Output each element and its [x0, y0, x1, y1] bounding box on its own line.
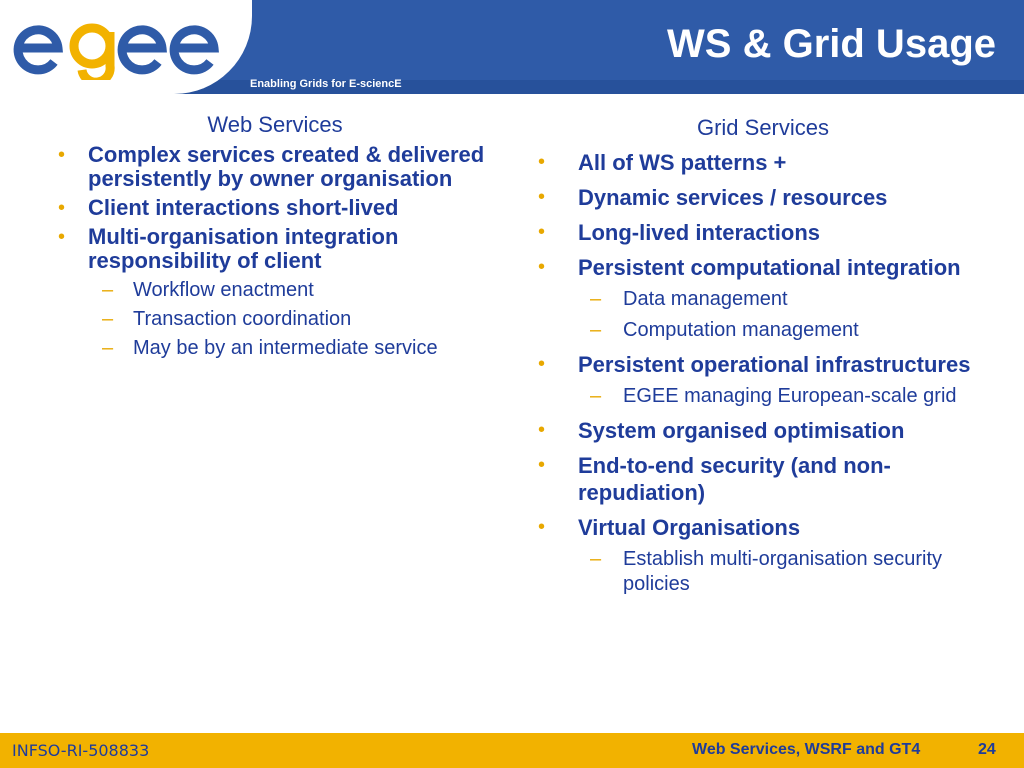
dash-icon: – [102, 308, 114, 330]
bullet-icon: • [538, 256, 546, 278]
sub-item-text: May be by an intermediate service [133, 337, 438, 359]
sub-item-text: Computation management [623, 319, 859, 341]
list-item-text: Persistent computational integration [578, 255, 961, 280]
list-item-text: Long-lived interactions [578, 220, 821, 245]
list-item [528, 254, 998, 343]
bullet-icon: • [538, 454, 546, 476]
bullet-icon: • [58, 144, 66, 166]
sub-item [40, 308, 500, 331]
grid-services-column [528, 115, 998, 597]
dash-icon: – [102, 279, 114, 301]
bullet-icon: • [538, 221, 546, 243]
list-item [40, 143, 500, 191]
project-id: INFSO-RI-508833 [12, 741, 150, 760]
bullet-list [528, 149, 998, 597]
dash-icon: – [590, 319, 602, 341]
slide-title: WS & Grid Usage [667, 22, 996, 66]
column-heading: Web Services [207, 112, 343, 137]
sub-list [578, 547, 998, 597]
list-item [40, 196, 500, 220]
list-item [528, 219, 998, 246]
web-services-column [40, 112, 500, 360]
logo-area [0, 0, 252, 94]
sub-list [578, 287, 998, 343]
bullet-icon: • [538, 186, 546, 208]
sub-item-text: Data management [623, 288, 788, 310]
bullet-icon: • [538, 516, 546, 538]
sub-item [578, 318, 998, 343]
dash-icon: – [590, 548, 602, 570]
egee-logo [10, 10, 240, 80]
bullet-icon: • [58, 197, 66, 219]
dash-icon: – [102, 337, 114, 359]
sub-item [40, 279, 500, 302]
tagline: Enabling Grids for E-sciencE [250, 78, 402, 90]
header-bar [0, 0, 1024, 94]
bullet-list [40, 143, 500, 273]
list-item [528, 417, 998, 444]
list-item-text: End-to-end security (and non-repudiation) [578, 453, 891, 505]
sub-item [578, 287, 998, 312]
bullet-icon: • [538, 151, 546, 173]
list-item-text: All of WS patterns + [578, 150, 787, 175]
list-item-text: Client interactions short-lived [88, 195, 399, 220]
list-item-text: Dynamic services / resources [578, 185, 888, 210]
list-item-text: System organised optimisation [578, 418, 905, 443]
sub-item [40, 337, 500, 360]
sub-item-text: Establish multi-organisation security policies [623, 548, 943, 595]
sub-list [40, 279, 500, 360]
sub-item-text: Transaction coordination [133, 308, 352, 330]
course-title: Web Services, WSRF and GT4 [692, 741, 921, 758]
sub-item [578, 384, 998, 409]
sub-item-text: EGEE managing European-scale grid [623, 385, 957, 407]
list-item [528, 514, 998, 597]
dash-icon: – [590, 288, 602, 310]
column-heading: Grid Services [696, 115, 830, 140]
sub-item [578, 547, 998, 597]
list-item-text: Complex services created & delivered persistently by owner organisation [88, 142, 485, 191]
list-item-text: Multi-organisation integration responsibility of client [88, 224, 399, 273]
bullet-icon: • [538, 353, 546, 375]
bullet-icon: • [538, 419, 546, 441]
list-item [528, 351, 998, 409]
footer-bar [0, 733, 1024, 768]
list-item [528, 452, 998, 506]
list-item-text: Persistent operational infrastructures [578, 352, 971, 377]
sub-list [578, 384, 998, 409]
list-item [528, 149, 998, 176]
dash-icon: – [590, 385, 602, 407]
list-item-text: Virtual Organisations [578, 515, 801, 540]
list-item [40, 225, 500, 273]
bullet-icon: • [58, 226, 66, 248]
sub-item-text: Workflow enactment [133, 279, 314, 301]
page-number: 24 [978, 741, 996, 758]
list-item [528, 184, 998, 211]
